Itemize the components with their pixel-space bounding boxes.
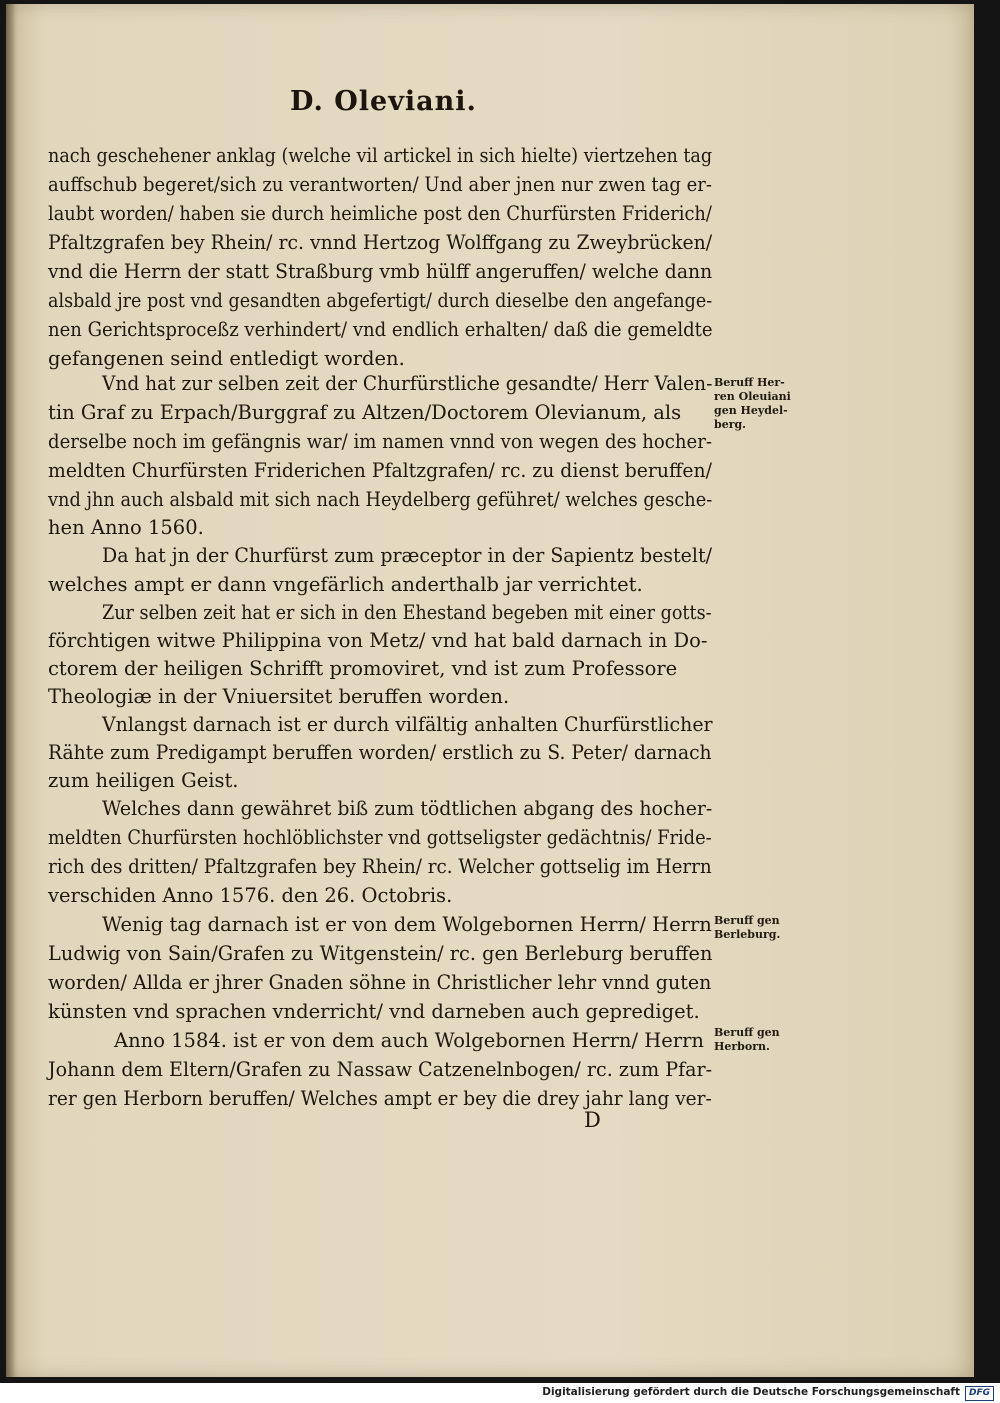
text-line-3: laubt worden/ haben sie durch heimliche post den Churfürsten Friderich/ <box>48 202 712 225</box>
margin-note-berleburg <box>714 914 780 942</box>
text-line-14: hen Anno 1560. <box>48 516 204 539</box>
text-line-13: vnd jhn auch alsbald mit sich nach Heydelberg geführet/ welches gesche- <box>48 488 713 511</box>
catchword: D <box>584 1108 601 1132</box>
text-line-1: nach geschehener anklag (welche vil artickel in sich hielte) viertzehen tag <box>48 144 713 167</box>
text-line-17: Zur selben zeit hat er sich in den Ehestand begeben mit einer gotts- <box>102 601 712 624</box>
text-line-31: künsten vnd sprachen vnderricht/ vnd darneben auch geprediget. <box>48 1000 700 1023</box>
text-line-32: Anno 1584. ist er von dem auch Wolgebornen Herrn/ Herrn <box>114 1029 704 1052</box>
footer-bar <box>0 1383 1000 1403</box>
text-line-16: welches ampt er dann vngefärlich anderthalb jar verrichtet. <box>48 573 643 596</box>
text-line-26: rich des dritten/ Pfaltzgrafen bey Rhein/ rc. Welcher gottselig im Herrn <box>48 855 712 878</box>
text-line-7: nen Gerichtsproceßz verhindert/ vnd endlich erhalten/ daß die gemeldte <box>48 318 713 341</box>
text-line-4: Pfaltzgrafen bey Rhein/ rc. vnnd Hertzog Wolffgang zu Zweybrücken/ <box>48 231 713 254</box>
text-line-20: Theologiæ in der Vniuersitet beruffen worden. <box>48 685 510 708</box>
text-line-6: alsbald jre post vnd gesandten abgefertigt/ durch dieselbe den angefange- <box>48 289 713 312</box>
margin-note-heidelberg <box>714 376 791 432</box>
margin-note-line: Beruff gen <box>714 1026 780 1039</box>
text-line-29: Ludwig von Sain/Grafen zu Witgenstein/ rc. gen Berleburg beruffen <box>48 942 713 965</box>
text-line-28: Wenig tag darnach ist er von dem Wolgebornen Herrn/ Herrn <box>102 913 712 936</box>
text-line-34: rer gen Herborn beruffen/ Welches ampt er bey die drey jahr lang ver- <box>48 1087 712 1110</box>
text-line-33: Johann dem Eltern/Grafen zu Nassaw Catzenelnbogen/ rc. zum Pfar- <box>48 1058 713 1081</box>
text-line-30: worden/ Allda er jhrer Gnaden söhne in Christlicher lehr vnnd guten <box>48 971 712 994</box>
margin-note-line: Beruff Her- <box>714 376 785 389</box>
book-page <box>6 4 974 1377</box>
dfg-logo: DFG <box>965 1386 994 1401</box>
text-line-22: Rähte zum Predigampt beruffen worden/ erstlich zu S. Peter/ darnach <box>48 741 712 764</box>
running-head: D. Oleviani. <box>290 86 477 117</box>
margin-note-line: ren Oleuiani <box>714 390 791 403</box>
margin-note-herborn <box>714 1026 780 1054</box>
margin-note-line: Herborn. <box>714 1040 770 1053</box>
text-line-15: Da hat jn der Churfürst zum præceptor in der Sapientz bestelt/ <box>102 544 712 567</box>
text-line-18: förchtigen witwe Philippina von Metz/ vnd hat bald darnach in Do- <box>48 629 708 652</box>
text-line-21: Vnlangst darnach ist er durch vilfältig anhalten Churfürstlicher <box>102 713 713 736</box>
margin-note-line: berg. <box>714 418 747 431</box>
text-line-5: vnd die Herrn der statt Straßburg vmb hülff angeruffen/ welche dann <box>48 260 713 283</box>
text-line-19: ctorem der heiligen Schrifft promoviret, vnd ist zum Professore <box>48 657 678 680</box>
text-line-24: Welches dann gewähret biß zum tödtlichen abgang des hocher- <box>102 797 713 820</box>
text-line-2: auffschub begeret/sich zu verantworten/ Und aber jnen nur zwen tag er- <box>48 173 713 196</box>
funding-notice: Digitalisierung gefördert durch die Deutsche Forschungsgemeinschaft <box>542 1386 960 1398</box>
text-line-9: Vnd hat zur selben zeit der Churfürstliche gesandte/ Herr Valen- <box>102 372 713 395</box>
text-line-25: meldten Churfürsten hochlöblichster vnd gottseligster gedächtnis/ Fride- <box>48 826 712 849</box>
margin-note-line: Berleburg. <box>714 928 781 941</box>
text-line-23: zum heiligen Geist. <box>48 769 239 792</box>
text-line-12: meldten Churfürsten Friderichen Pfaltzgrafen/ rc. zu dienst beruffen/ <box>48 459 712 482</box>
margin-note-line: Beruff gen <box>714 914 780 927</box>
margin-note-line: gen Heydel- <box>714 404 788 417</box>
text-line-8: gefangenen seind entledigt worden. <box>48 347 405 370</box>
text-line-10: tin Graf zu Erpach/Burggraf zu Altzen/Doctorem Olevianum, als <box>48 401 682 424</box>
text-line-27: verschiden Anno 1576. den 26. Octobris. <box>48 884 453 907</box>
text-line-11: derselbe noch im gefängnis war/ im namen vnnd von wegen des hocher- <box>48 430 712 453</box>
